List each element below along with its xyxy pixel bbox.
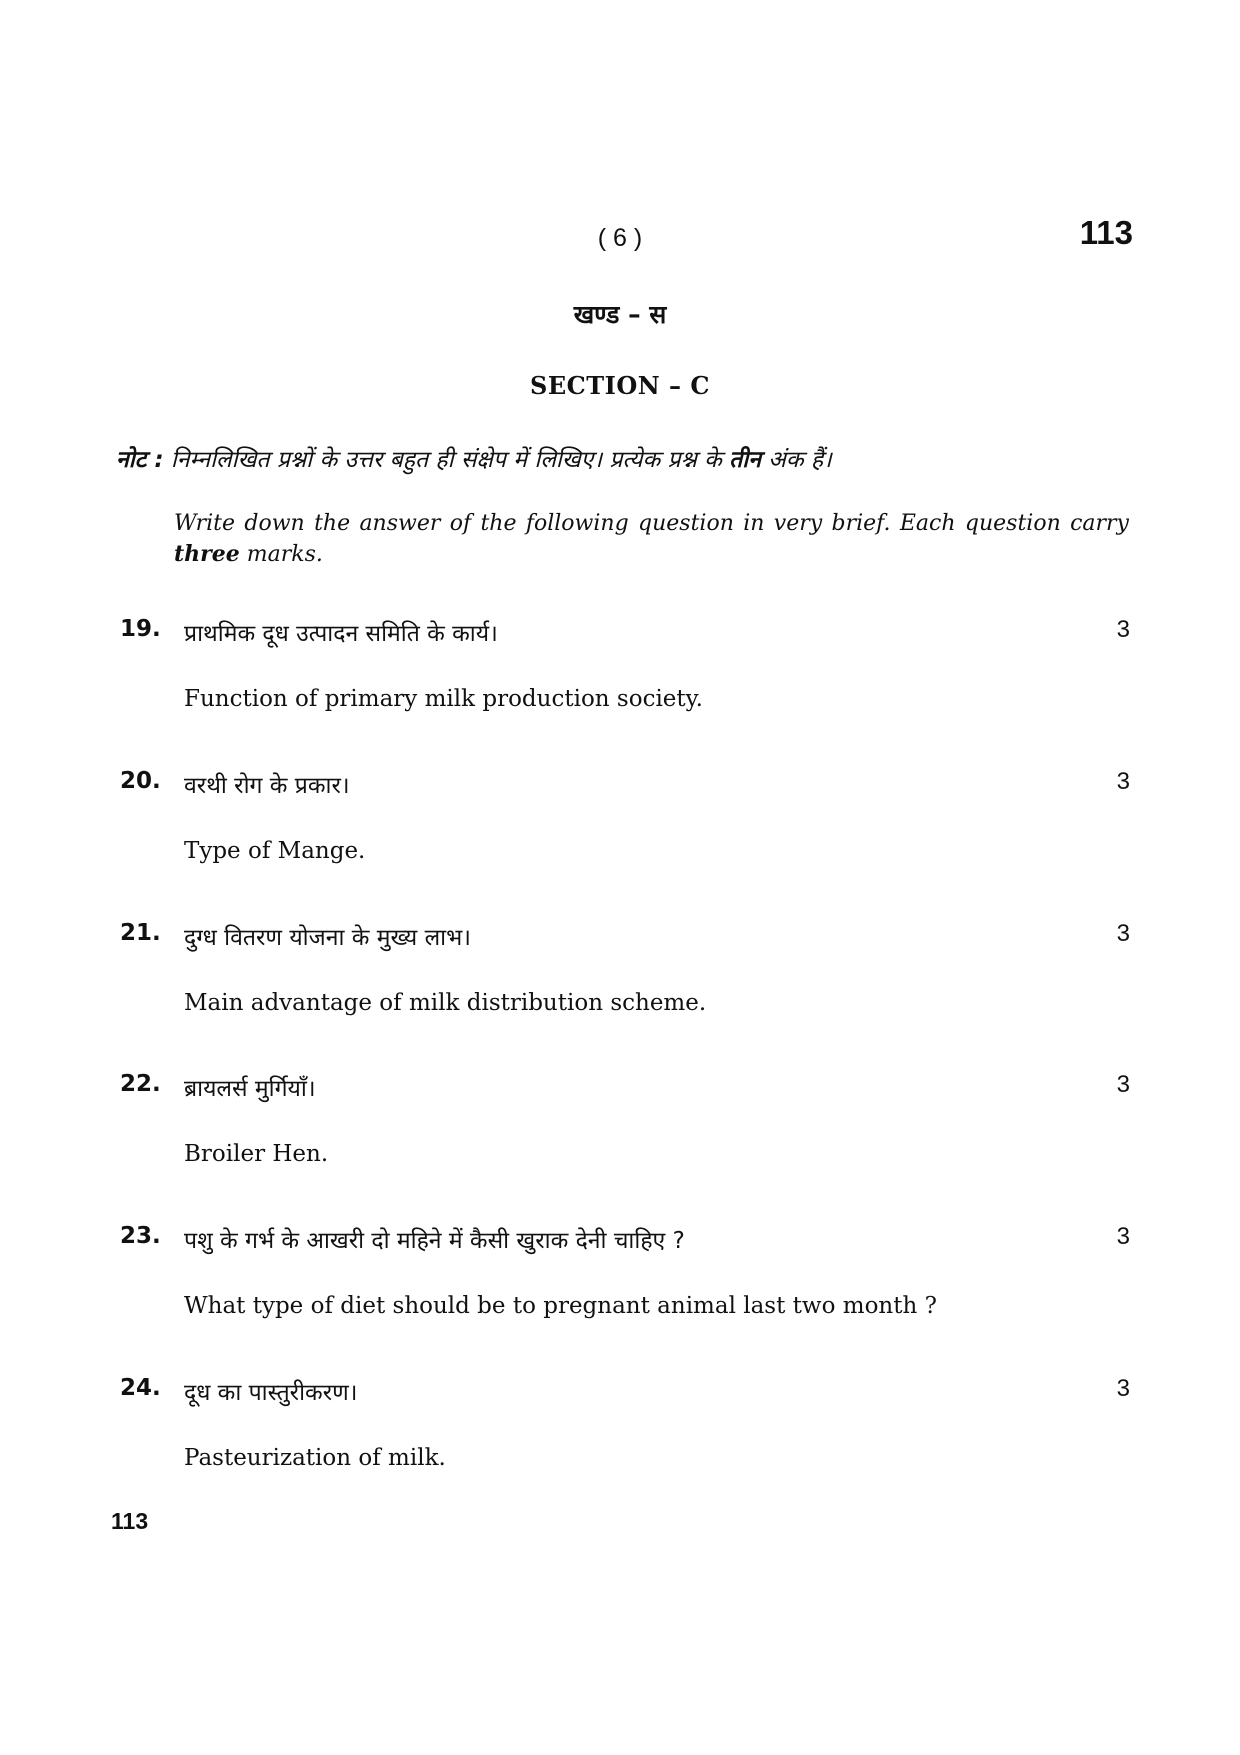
question-marks: 3	[1116, 1375, 1130, 1402]
note-hindi-suffix: अंक हैं।	[768, 447, 832, 473]
note-hindi-text: निम्नलिखित प्रश्नों के उत्तर बहुत ही संक्षेप में लिखिए। प्रत्येक प्रश्न के	[170, 447, 722, 473]
section-title-english: SECTION – C	[530, 371, 710, 400]
question-english: What type of diet should be to pregnant animal last two month ?	[184, 1293, 937, 1319]
note-hindi	[116, 442, 1126, 474]
question-hindi: वरथी रोग के प्रकार।	[184, 773, 350, 799]
question-19	[0, 616, 1240, 756]
question-number: 24.	[120, 1375, 161, 1401]
note-english-text: Write down the answer of the following question in very brief. Each question carry	[174, 511, 1129, 536]
question-english: Function of primary milk production society.	[184, 686, 703, 712]
page-number: ( 6 )	[597, 224, 643, 252]
question-english: Main advantage of milk distribution scheme.	[184, 990, 707, 1016]
question-marks: 3	[1116, 1071, 1130, 1098]
question-24	[0, 1375, 1240, 1515]
note-hindi-bold: तीन	[729, 447, 761, 473]
question-hindi: प्राथमिक दूध उत्पादन समिति के कार्य।	[184, 621, 498, 647]
question-22	[0, 1071, 1240, 1211]
question-english: Broiler Hen.	[184, 1141, 329, 1167]
question-20	[0, 768, 1240, 908]
paper-code-bottom: 113	[111, 1508, 149, 1534]
note-hindi-prefix: नोट :	[116, 447, 164, 473]
question-english: Pasteurization of milk.	[184, 1445, 446, 1471]
question-hindi: दुग्ध वितरण योजना के मुख्य लाभ।	[184, 925, 472, 951]
question-english: Type of Mange.	[184, 838, 366, 864]
question-number: 20.	[120, 768, 161, 794]
question-marks: 3	[1116, 1223, 1130, 1250]
question-number: 21.	[120, 920, 161, 946]
question-23	[0, 1223, 1240, 1363]
question-marks: 3	[1116, 920, 1130, 947]
note-english	[174, 509, 1129, 570]
note-english-bold: three	[174, 541, 240, 567]
question-marks: 3	[1116, 768, 1130, 795]
question-hindi: दूध का पास्तुरीकरण।	[184, 1380, 358, 1406]
paper-code-top: 113	[1079, 214, 1133, 251]
section-title-hindi: खण्ड – स	[573, 300, 667, 329]
question-hindi: पशु के गर्भ के आखरी दो महिने में कैसी खुराक देनी चाहिए ?	[184, 1228, 685, 1254]
question-number: 22.	[120, 1071, 161, 1097]
question-21	[0, 920, 1240, 1060]
question-number: 19.	[120, 616, 161, 642]
question-number: 23.	[120, 1223, 161, 1249]
note-english-suffix: marks.	[246, 542, 323, 567]
question-marks: 3	[1116, 616, 1130, 643]
question-hindi: ब्रायलर्स मुर्गियाँ।	[184, 1076, 316, 1102]
